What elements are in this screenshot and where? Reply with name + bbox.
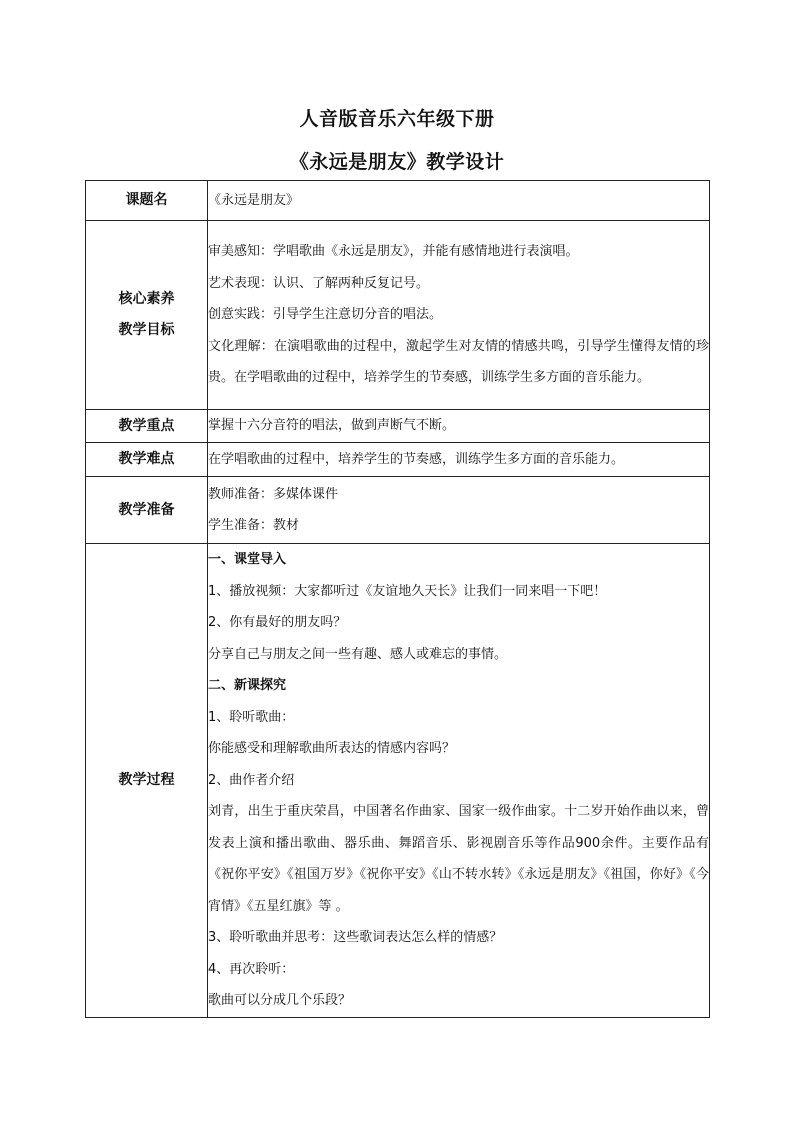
process-item: 2、曲作者介绍 <box>208 772 295 788</box>
document-title: 人音版音乐六年级下册 <box>299 108 495 130</box>
value-topic: 《永远是朋友》 <box>208 181 710 221</box>
label-objectives: 核心素养 教学目标 <box>86 221 208 410</box>
label-process: 教学过程 <box>86 544 208 1018</box>
value-preparation <box>208 477 710 544</box>
process-item: 你能感受和理解歌曲所表达的情感内容吗？ <box>208 741 456 756</box>
label-preparation: 教学准备 <box>86 477 208 544</box>
value-difficulties: 在学唱歌曲的过程中，培养学生的节奏感，训练学生多方面的音乐能力。 <box>208 443 710 477</box>
lesson-plan-table <box>85 180 710 1018</box>
objective-item: 文化理解：在演唱歌曲的过程中，激起学生对友情的情感共鸣，引导学生懂得友情的珍贵。在学唱歌曲的过程中，培养学生的节奏感，训练学生多方面的音乐能力。 <box>208 338 709 386</box>
preparation-item: 学生准备：教材 <box>208 518 300 533</box>
row-difficulties <box>86 443 710 477</box>
value-key-points: 掌握十六分音符的唱法，做到声断气不断。 <box>208 410 710 443</box>
row-topic <box>86 181 710 221</box>
label-difficulties: 教学难点 <box>86 443 208 477</box>
objective-item: 艺术表现：认识、了解两种反复记号。 <box>208 275 430 291</box>
process-item: 4、再次聆听： <box>208 961 295 977</box>
process-item: 1、播放视频：大家都听过《友谊地久天长》让我们一同来唱一下吧！ <box>208 583 607 599</box>
process-heading: 二、新课探究 <box>208 678 287 693</box>
row-key-points <box>86 410 710 443</box>
process-item: 歌曲可以分成几个乐段？ <box>208 993 352 1008</box>
label-topic: 课题名 <box>86 181 208 221</box>
process-item: 2、你有最好的朋友吗？ <box>208 615 347 630</box>
row-preparation <box>86 477 710 544</box>
objective-item: 审美感知：学唱歌曲《永远是朋友》，并能有感情地进行表演唱。 <box>208 244 579 260</box>
process-item: 1、聆听歌曲： <box>208 709 295 725</box>
process-heading: 一、课堂导入 <box>208 552 287 567</box>
process-item: 3、聆听歌曲并思考：这些歌词表达怎么样的情感？ <box>208 930 503 945</box>
row-process <box>86 544 710 1018</box>
preparation-item: 教师准备：多媒体课件 <box>208 486 339 502</box>
label-key-points: 教学重点 <box>86 410 208 443</box>
value-process <box>208 544 710 1018</box>
document-subtitle: 《永远是朋友》教学设计 <box>289 151 505 173</box>
value-objectives <box>208 221 710 410</box>
process-item: 刘青，出生于重庆荣昌，中国著名作曲家、国家一级作曲家。十二岁开始作曲以来，曾发表上演和播出歌曲、器乐曲、舞蹈音乐、影视剧音乐等作品900余件。主要作品有《祝你平安》《祖国万岁》《祝你平安》《山不转水转》《永远是朋友》《祖国，你好》《今宵情》《五星红旗》等 。 <box>208 804 709 914</box>
row-objectives <box>86 221 710 410</box>
process-item: 分享自己与朋友之间一些有趣、感人或难忘的事情。 <box>208 646 508 662</box>
objective-item: 创意实践：引导学生注意切分音的唱法。 <box>208 307 443 323</box>
